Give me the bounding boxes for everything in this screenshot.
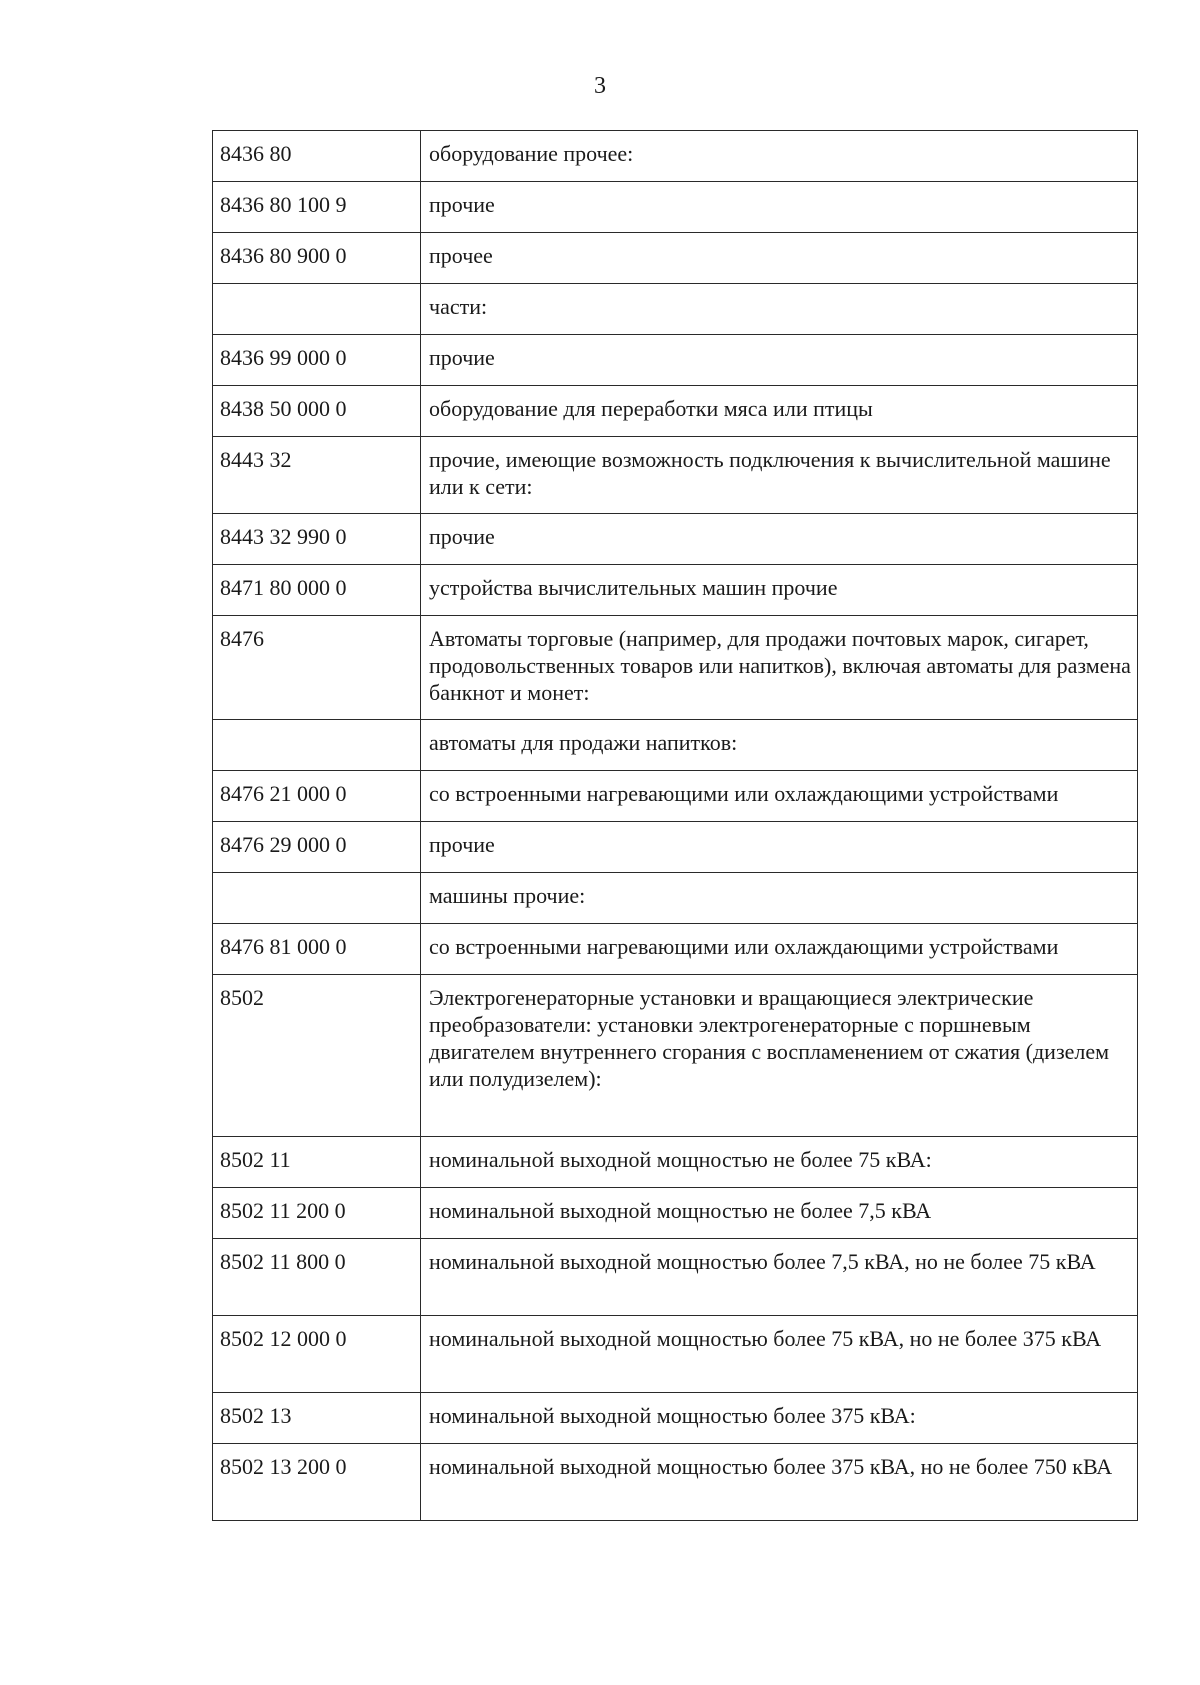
description-cell: Электрогенераторные установки и вращающиеся электрические преобразователи: установки электрогенераторные с поршневым двигателем внутреннего сгорания с воспламенением от сжатия (дизелем или полудизелем):: [421, 975, 1138, 1137]
table-row: [213, 924, 1138, 975]
code-cell: 8471 80 000 0: [213, 565, 421, 616]
code-cell: 8476 81 000 0: [213, 924, 421, 975]
table-row: [213, 616, 1138, 720]
code-cell: 8436 80 900 0: [213, 233, 421, 284]
description-cell: устройства вычислительных машин прочие: [421, 565, 1138, 616]
table-row: [213, 720, 1138, 771]
description-cell: машины прочие:: [421, 873, 1138, 924]
code-cell: [213, 284, 421, 335]
table-row: [213, 1137, 1138, 1188]
table-row: [213, 1239, 1138, 1316]
description-cell: прочее: [421, 233, 1138, 284]
description-cell: автоматы для продажи напитков:: [421, 720, 1138, 771]
table-row: [213, 233, 1138, 284]
description-cell: прочие, имеющие возможность подключения к вычислительной машине или к сети:: [421, 437, 1138, 514]
table-row: [213, 284, 1138, 335]
code-cell: 8502 13 200 0: [213, 1444, 421, 1521]
code-cell: 8438 50 000 0: [213, 386, 421, 437]
code-cell: 8443 32 990 0: [213, 514, 421, 565]
table-row: [213, 822, 1138, 873]
description-cell: со встроенными нагревающими или охлаждающими устройствами: [421, 924, 1138, 975]
description-cell: части:: [421, 284, 1138, 335]
code-cell: 8502 11 200 0: [213, 1188, 421, 1239]
commodity-code-table: [212, 130, 1138, 1521]
code-cell: 8502 12 000 0: [213, 1316, 421, 1393]
description-cell: со встроенными нагревающими или охлаждающими устройствами: [421, 771, 1138, 822]
code-cell: 8502 11: [213, 1137, 421, 1188]
description-cell: прочие: [421, 335, 1138, 386]
table-row: [213, 1393, 1138, 1444]
code-cell: 8502 11 800 0: [213, 1239, 421, 1316]
description-cell: номинальной выходной мощностью не более 75 кВА:: [421, 1137, 1138, 1188]
table-row: [213, 771, 1138, 822]
description-cell: номинальной выходной мощностью более 375 кВА, но не более 750 кВА: [421, 1444, 1138, 1521]
code-cell: 8476 29 000 0: [213, 822, 421, 873]
code-cell: 8436 99 000 0: [213, 335, 421, 386]
code-cell: [213, 720, 421, 771]
table-row: [213, 437, 1138, 514]
description-cell: номинальной выходной мощностью более 75 кВА, но не более 375 кВА: [421, 1316, 1138, 1393]
code-cell: 8436 80: [213, 131, 421, 182]
table-row: [213, 131, 1138, 182]
table-row: [213, 1188, 1138, 1239]
table-row: [213, 975, 1138, 1137]
description-cell: оборудование прочее:: [421, 131, 1138, 182]
code-cell: 8443 32: [213, 437, 421, 514]
description-cell: номинальной выходной мощностью более 375 кВА:: [421, 1393, 1138, 1444]
table-row: [213, 514, 1138, 565]
table-row: [213, 1444, 1138, 1521]
description-cell: прочие: [421, 182, 1138, 233]
description-cell: Автоматы торговые (например, для продажи почтовых марок, сигарет, продовольственных товаров или напитков), включая автоматы для размена банкнот и монет:: [421, 616, 1138, 720]
code-cell: 8476: [213, 616, 421, 720]
code-cell: 8476 21 000 0: [213, 771, 421, 822]
table-row: [213, 182, 1138, 233]
description-cell: оборудование для переработки мяса или птицы: [421, 386, 1138, 437]
page-number: 3: [594, 73, 606, 99]
description-cell: номинальной выходной мощностью более 7,5 кВА, но не более 75 кВА: [421, 1239, 1138, 1316]
code-cell: 8436 80 100 9: [213, 182, 421, 233]
code-cell: 8502: [213, 975, 421, 1137]
description-cell: прочие: [421, 514, 1138, 565]
code-cell: 8502 13: [213, 1393, 421, 1444]
table-row: [213, 335, 1138, 386]
table-row: [213, 873, 1138, 924]
description-cell: прочие: [421, 822, 1138, 873]
description-cell: номинальной выходной мощностью не более 7,5 кВА: [421, 1188, 1138, 1239]
table-row: [213, 1316, 1138, 1393]
code-cell: [213, 873, 421, 924]
table-row: [213, 565, 1138, 616]
table-row: [213, 386, 1138, 437]
